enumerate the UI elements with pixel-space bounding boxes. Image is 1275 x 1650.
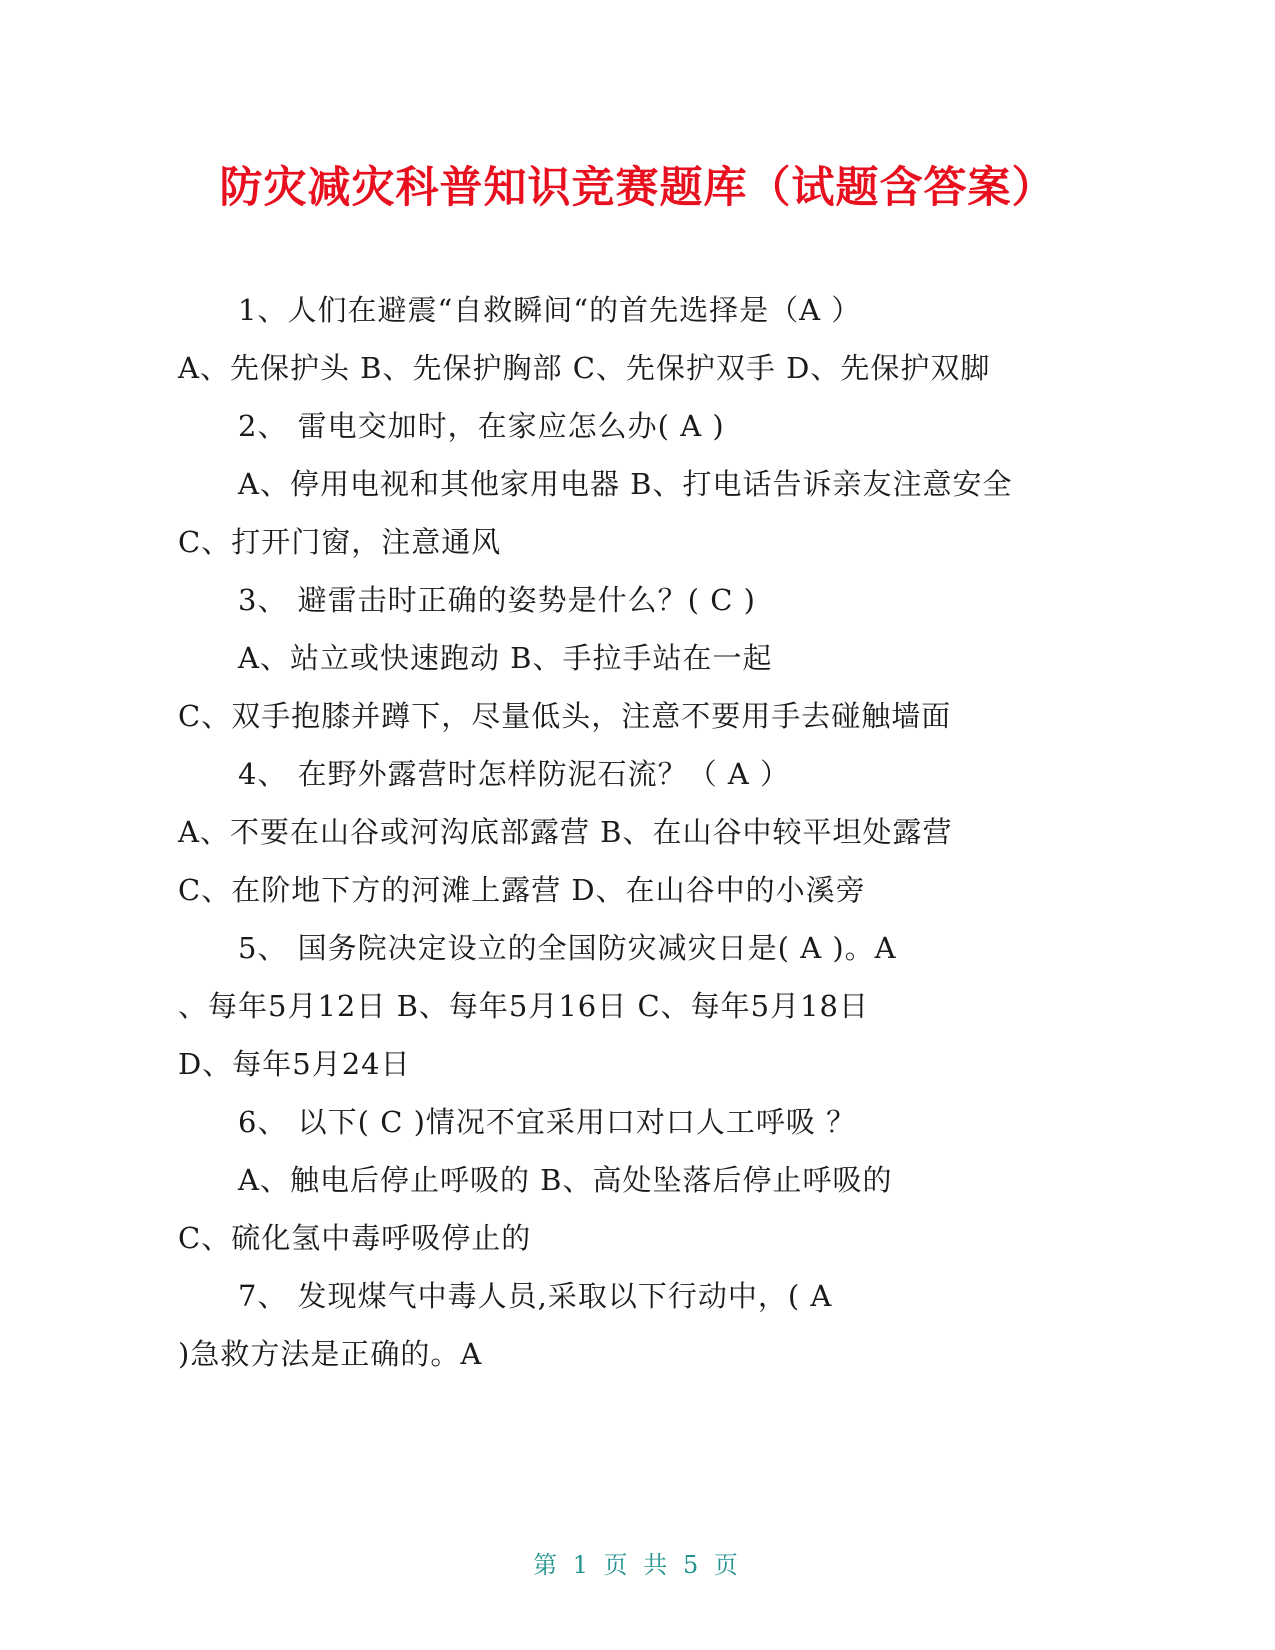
question-7-stem: 7、 发现煤气中毒人员,采取以下行动中，( A: [238, 1279, 833, 1313]
document-title: 防灾减灾科普知识竞赛题库（试题含答案）: [219, 163, 1056, 213]
question-2-options-cont: C、打开门窗，注意通风: [178, 525, 502, 559]
question-6-stem: 6、 以下( C )情况不宜采用口对口人工呼吸 ？: [238, 1105, 857, 1139]
question-5-stem: 5、 国务院决定设立的全国防灾减灾日是( A )。A: [238, 931, 897, 965]
question-5-options-cont: D、每年5月24日: [178, 1047, 411, 1081]
question-4-options: A、不要在山谷或河沟底部露营 B、在山谷中较平坦处露营: [178, 815, 953, 849]
question-2-options: A、停用电视和其他家用电器 B、打电话告诉亲友注意安全: [238, 467, 1013, 501]
question-3-options-cont: C、双手抱膝并蹲下，尽量低头，注意不要用手去碰触墙面: [178, 699, 952, 733]
question-6-options: A、触电后停止呼吸的 B、高处坠落后停止呼吸的: [238, 1163, 893, 1197]
question-3-options: A、站立或快速跑动 B、手拉手站在一起: [238, 641, 773, 675]
question-7-stem-cont: )急救方法是正确的。A: [178, 1337, 483, 1371]
question-1-options: A、先保护头 B、先保护胸部 C、先保护双手 D、先保护双脚: [178, 351, 991, 385]
question-2-stem: 2、 雷电交加时，在家应怎么办( A ): [238, 409, 725, 443]
question-5-options: 、每年5月12日 B、每年5月16日 C、每年5月18日: [178, 989, 869, 1023]
question-3-stem: 3、 避雷击时正确的姿势是什么？( C ): [238, 583, 756, 617]
question-1-stem: 1、人们在避震“自救瞬间“的首先选择是（A ）: [238, 293, 862, 327]
question-4-options-cont: C、在阶地下方的河滩上露营 D、在山谷中的小溪旁: [178, 873, 866, 907]
page-number: 第 1 页 共 5 页: [533, 1551, 742, 1579]
question-4-stem: 4、 在野外露营时怎样防泥石流？（ A ）: [238, 757, 791, 791]
question-6-options-cont: C、硫化氢中毒呼吸停止的: [178, 1221, 532, 1255]
